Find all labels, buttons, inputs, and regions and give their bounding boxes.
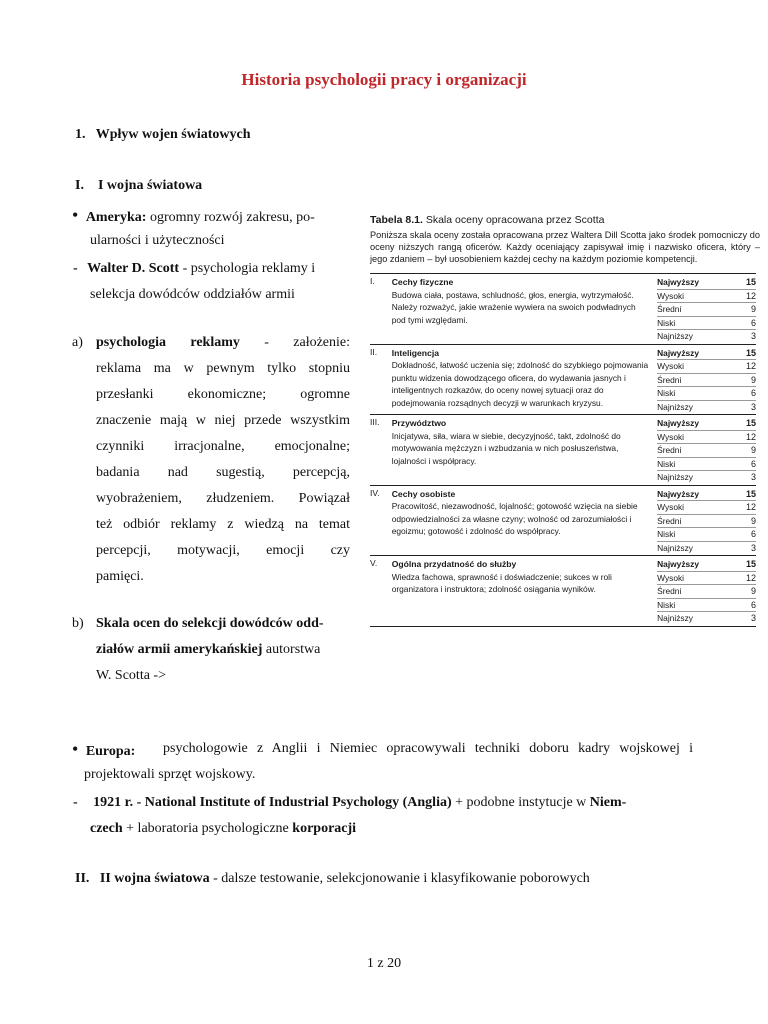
criteria-text: Inicjatywa, siła, wiara w siebie, decyzyjność, takt, zdolność do motywowania mężczyzn i wzbudzania w nich posłuszeństwa, lojalności i współpracy. bbox=[391, 430, 621, 466]
level-points: 3 bbox=[750, 331, 756, 341]
table-description: Poniższa skala oceny została opracowana przez Waltera Dill Scotta jako środek pomocniczy do oceny niższych rangą oficerów. Każdy oceniający zapisywał imię i nazwisko oficera, który – jego zdaniem – był uosobieniem każdej cechy na każdym poziomie kompetencji. bbox=[370, 230, 760, 264]
page-number: 1 z 20 bbox=[366, 956, 402, 971]
point-b-line-1: Skala ocen do selekcji dowódców odd- bbox=[96, 616, 324, 631]
level-label: Wysoki bbox=[657, 501, 732, 515]
level-points: 6 bbox=[732, 528, 756, 542]
level-label: Średni bbox=[657, 374, 732, 388]
ameryka-text-2: ularności i użyteczności bbox=[90, 233, 225, 248]
scott-text-2: selekcja dowódców oddziałów armii bbox=[90, 287, 295, 302]
europa-label: Europa: bbox=[85, 744, 136, 759]
rating-points bbox=[732, 274, 756, 345]
dash-marker: - bbox=[73, 795, 78, 810]
level-points: 6 bbox=[732, 458, 756, 472]
level-points: 9 bbox=[732, 374, 756, 388]
ww1-heading bbox=[75, 173, 202, 199]
bullet-icon: • bbox=[72, 739, 79, 759]
rating-row-number: V. bbox=[370, 556, 392, 627]
rating-row-criteria bbox=[392, 485, 657, 556]
page-title: Historia psychologii pracy i organizacji bbox=[241, 70, 527, 89]
point-b-line-3: W. Scotta -> bbox=[96, 668, 166, 683]
level-label: Niski bbox=[657, 387, 732, 401]
point-b-line-2 bbox=[96, 637, 320, 663]
section-title: Wpływ wojen światowych bbox=[95, 127, 251, 142]
rating-points bbox=[732, 344, 756, 415]
scott-text-1: - psychologia reklamy i bbox=[182, 261, 316, 276]
level-label: Niski bbox=[657, 528, 732, 542]
item-1921-line-2 bbox=[90, 816, 356, 842]
level-points: 9 bbox=[732, 515, 756, 529]
rating-row-number: II. bbox=[370, 344, 392, 415]
level-label: Najwyższy bbox=[657, 558, 732, 572]
level-points: 3 bbox=[750, 613, 756, 623]
rating-levels bbox=[657, 415, 732, 486]
europa-text-1: psychologowie z Anglii i Niemiec opracowywali techniki doboru kadry wojskowej i bbox=[163, 741, 693, 756]
point-a-line-1-rest: - założenie: bbox=[264, 335, 351, 350]
level-label: Niski bbox=[657, 317, 732, 331]
point-a-line: też odbiór reklamy z wiedzą na temat bbox=[96, 517, 350, 532]
criteria-text: Dokładność, łatwość uczenia się; zdolność do szybkiego pojmowania punktu widzenia dowodzącego oficera, do wydawania jasnych i inteligentnych rozkazów, do oceny nowej sytuacji oraz do podejmowania rozsądnych decyzji w warunkach kryzysu. bbox=[391, 360, 649, 408]
level-points: 12 bbox=[732, 572, 756, 586]
criteria-text: Budowa ciała, postawa, schludność, głos, energia, wytrzymałość. Należy rozważyć, jakie wrażenie wywiera na swoich podwładnych pod tymi względami. bbox=[391, 289, 636, 325]
item-1921-text-2: + laboratoria psychologiczne bbox=[126, 821, 289, 836]
rating-points bbox=[732, 415, 756, 486]
level-label: Niski bbox=[657, 599, 732, 613]
criteria-heading: Ogólna przydatność do służby bbox=[391, 559, 517, 569]
point-a-last-line: pamięci. bbox=[96, 569, 144, 584]
level-label: Najwyższy bbox=[657, 417, 732, 431]
level-points: 9 bbox=[732, 303, 756, 317]
item-1921-bold-4: korporacji bbox=[292, 821, 357, 836]
criteria-heading: Inteligencja bbox=[391, 347, 439, 358]
item-1921-bold: 1921 r. - National Institute of Industrial Psychology (Anglia) bbox=[93, 795, 452, 810]
scott-label: Walter D. Scott bbox=[87, 261, 180, 276]
level-label: Najniższy bbox=[657, 401, 693, 412]
item-1921-bold-2: Niem- bbox=[589, 795, 627, 810]
europa-text-2: projektowali sprzęt wojskowy. bbox=[84, 767, 256, 782]
level-label: Wysoki bbox=[657, 431, 732, 445]
item-1921 bbox=[73, 790, 626, 816]
level-points: 9 bbox=[732, 585, 756, 599]
rating-row bbox=[370, 415, 756, 486]
point-b-marker: b) bbox=[72, 616, 84, 631]
criteria-heading: Cechy osobiste bbox=[391, 488, 456, 499]
level-points: 15 bbox=[732, 276, 756, 290]
rating-row-number: IV. bbox=[370, 485, 392, 556]
scanned-table-image bbox=[370, 214, 760, 634]
level-label: Najwyższy bbox=[657, 488, 732, 502]
point-a-line-1 bbox=[96, 330, 350, 356]
point-a-line: wyobrażeniem, złudzeniem. Powiązał bbox=[96, 491, 350, 506]
level-points: 15 bbox=[732, 347, 756, 361]
level-points: 3 bbox=[750, 472, 756, 482]
rating-row-number: III. bbox=[370, 415, 392, 486]
point-a-line: percepcji, motywacji, emocji czy bbox=[96, 543, 350, 558]
rating-scale-table bbox=[370, 273, 756, 627]
ww2-text: - dalsze testowanie, selekcjonowanie i klasyfikowanie poborowych bbox=[213, 871, 590, 886]
ww2-item bbox=[75, 866, 590, 892]
roman-numeral: I. bbox=[75, 178, 84, 193]
point-a-label: psychologia reklamy bbox=[96, 335, 240, 350]
scott-item bbox=[73, 256, 315, 282]
point-b-line-2-rest: autorstwa bbox=[265, 642, 321, 657]
section-number: 1. bbox=[75, 127, 86, 142]
level-points: 6 bbox=[732, 599, 756, 613]
rating-row-criteria bbox=[392, 344, 657, 415]
point-a-line: czynniki irracjonalne, emocjonalne; bbox=[96, 439, 350, 454]
level-label: Średni bbox=[657, 515, 732, 529]
level-label: Najwyższy bbox=[657, 347, 732, 361]
rating-levels bbox=[657, 485, 732, 556]
level-label: Średni bbox=[657, 585, 732, 599]
rating-row-criteria bbox=[392, 415, 657, 486]
level-label: Średni bbox=[657, 444, 732, 458]
level-points: 15 bbox=[732, 417, 756, 431]
point-a-line: przesłanki ekonomiczne; ogromne bbox=[96, 387, 350, 402]
level-label: Niski bbox=[657, 458, 732, 472]
point-a-marker: a) bbox=[72, 335, 83, 350]
rating-row-criteria bbox=[392, 556, 657, 627]
item-1921-text: + podobne instytucje w bbox=[455, 795, 587, 810]
rating-levels bbox=[657, 556, 732, 627]
level-label: Najniższy bbox=[657, 331, 693, 341]
point-b-line-2-bold: ziałów armii amerykańskiej bbox=[96, 642, 263, 657]
criteria-text: Wiedza fachowa, sprawność i doświadczenie; sukces w roli organizatora i instruktora; zdolność osiągania wyników. bbox=[391, 571, 612, 594]
ameryka-label: Ameryka: bbox=[85, 210, 147, 225]
level-label: Najniższy bbox=[657, 613, 693, 623]
ww2-heading: II. II wojna światowa bbox=[75, 871, 210, 886]
level-points: 15 bbox=[732, 488, 756, 502]
dash-marker: - bbox=[73, 261, 78, 276]
criteria-text: Pracowitość, niezawodność, lojalność; gotowość wzięcia na siebie odpowiedzialności za własne czyny; wolność od zarozumiałości i egoizmu; gotowość i zdolność do współpracy. bbox=[391, 501, 638, 536]
level-label: Wysoki bbox=[657, 290, 732, 304]
level-points: 15 bbox=[732, 558, 756, 572]
europa-item bbox=[72, 736, 135, 765]
level-points: 3 bbox=[750, 401, 756, 412]
ww1-title: I wojna światowa bbox=[97, 178, 203, 193]
level-points: 12 bbox=[732, 501, 756, 515]
rating-row bbox=[370, 485, 756, 556]
ameryka-item bbox=[72, 202, 315, 231]
point-a-line: badania nad sugestią, percepcją, bbox=[96, 465, 350, 480]
level-label: Wysoki bbox=[657, 360, 732, 374]
criteria-heading: Cechy fizyczne bbox=[391, 277, 454, 287]
rating-row-criteria bbox=[392, 274, 657, 345]
table-caption-number: Tabela 8.1. bbox=[370, 214, 423, 226]
item-1921-bold-3: czech bbox=[90, 821, 123, 836]
level-points: 12 bbox=[732, 290, 756, 304]
level-label: Wysoki bbox=[657, 572, 732, 586]
rating-levels bbox=[657, 274, 732, 345]
level-points: 12 bbox=[732, 360, 756, 374]
criteria-heading: Przywództwo bbox=[391, 418, 447, 428]
rating-row bbox=[370, 274, 756, 345]
point-a-line: reklama ma w pewnym tylko stopniu bbox=[96, 361, 350, 376]
ameryka-text-1: ogromny rozwój zakresu, po- bbox=[149, 210, 315, 225]
point-a-line: znaczenie mają w niej przede wszystkim bbox=[96, 413, 350, 428]
table-caption bbox=[370, 214, 760, 227]
level-points: 3 bbox=[750, 542, 756, 553]
level-points: 6 bbox=[732, 387, 756, 401]
level-label: Średni bbox=[657, 303, 732, 317]
level-points: 12 bbox=[732, 431, 756, 445]
level-label: Najniższy bbox=[657, 542, 693, 553]
rating-levels bbox=[657, 344, 732, 415]
level-label: Najniższy bbox=[657, 472, 693, 482]
section-1-heading bbox=[75, 122, 251, 148]
level-points: 9 bbox=[732, 444, 756, 458]
rating-points bbox=[732, 485, 756, 556]
rating-row-number: I. bbox=[370, 274, 392, 345]
rating-row bbox=[370, 556, 756, 627]
level-label: Najwyższy bbox=[657, 276, 732, 290]
rating-row bbox=[370, 344, 756, 415]
rating-points bbox=[732, 556, 756, 627]
level-points: 6 bbox=[732, 317, 756, 331]
bullet-icon: • bbox=[72, 205, 79, 225]
table-caption-title: Skala oceny opracowana przez Scotta bbox=[425, 214, 605, 226]
